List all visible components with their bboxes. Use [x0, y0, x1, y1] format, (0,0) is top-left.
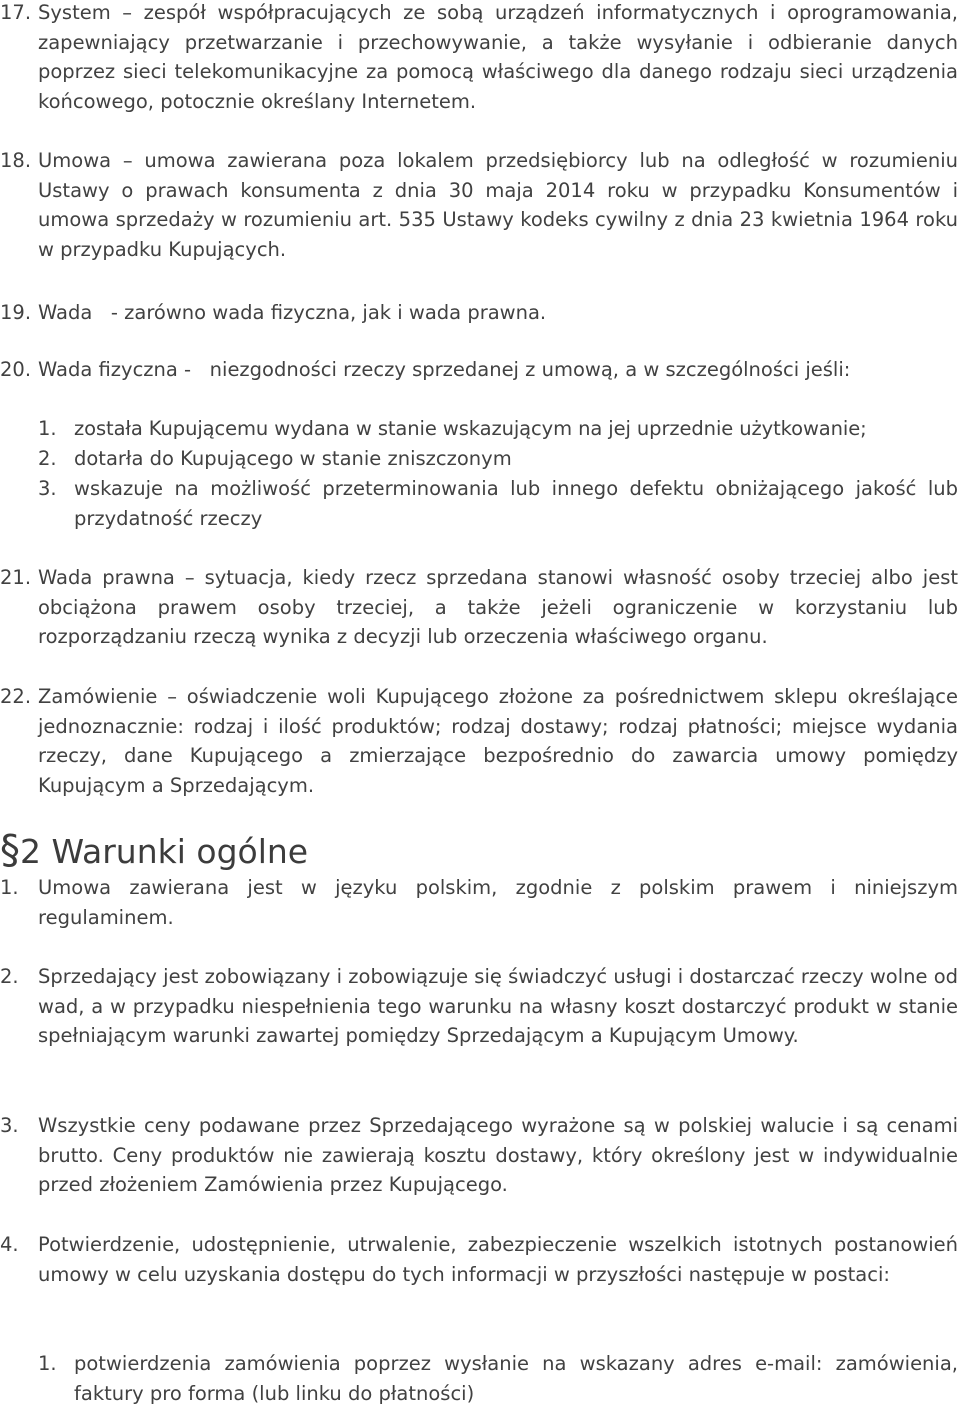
item-number: 3.	[0, 1114, 19, 1137]
definition-item	[0, 682, 958, 800]
list-number: 3.	[38, 477, 57, 500]
item-number: 17.	[0, 1, 32, 24]
item-text: Zamówienie – oświadczenie woli Kupującego złożone za pośrednictwem sklepu określające jednoznacznie: rodzaj i ilość produktów; rodzaj dostawy; rodzaj płatności; miejsce wydania rzeczy, dane Kupującego a zmierzające bezpośrednio do zawarcia umowy pomiędzy Kupującym a Sprzedającym.	[38, 685, 958, 797]
list-text: potwierdzenia zamówienia poprzez wysłanie na wskazany adres e-mail: zamówienia, faktury pro forma (lub linku do płatności)	[74, 1352, 958, 1405]
list-item	[38, 474, 958, 533]
definition-item	[0, 298, 958, 328]
item-text: Wada prawna – sytuacja, kiedy rzecz sprzedana stanowi własność osoby trzeciej albo jest obciążona prawem osoby trzeciej, a także jeżeli ograniczenie w korzystaniu lub rozporządzaniu rzeczą wynika z decyzji lub orzeczenia właściwego organu.	[38, 566, 958, 648]
item-text: Wszystkie ceny podawane przez Sprzedającego wyrażone są w polskiej walucie i są cenami brutto. Ceny produktów nie zawierają kosztu dostawy, który określony jest w indywidualnie przed złożeniem Zamówienia przez Kupującego.	[38, 1114, 958, 1196]
section-symbol: §	[0, 827, 20, 873]
definition-item	[0, 355, 958, 385]
item-text: Sprzedający jest zobowiązany i zobowiązuje się świadczyć usługi i dostarczać rzeczy wolne od wad, a w przypadku niespełnienia tego warunku na własny koszt dostarczyć produkt w stanie spełniającym warunki zawartej pomiędzy Sprzedającym a Kupującym Umowy.	[38, 965, 958, 1047]
general-term-item	[0, 1111, 958, 1200]
item-number: 19.	[0, 301, 32, 324]
item-text: Wada fizyczna - niezgodności rzeczy sprzedanej z umową, a w szczególności jeśli:	[38, 358, 851, 381]
list-item	[38, 414, 958, 444]
list-number: 1.	[38, 1352, 57, 1375]
definition-item	[0, 146, 958, 264]
item-number: 4.	[0, 1233, 19, 1256]
item-number: 21.	[0, 566, 32, 589]
list-text: wskazuje na możliwość przeterminowania lub innego defektu obniżającego jakość lub przydatność rzeczy	[74, 477, 958, 530]
item-text: Umowa – umowa zawierana poza lokalem przedsiębiorcy lub na odległość w rozumieniu Ustawy o prawach konsumenta z dnia 30 maja 2014 roku w przypadku Konsumentów i umowa sprzedaży w rozumieniu art. 535 Ustawy kodeks cywilny z dnia 23 kwietnia 1964 roku w przypadku Kupujących.	[38, 149, 958, 261]
item-number: 18.	[0, 149, 32, 172]
item-text: System – zespół współpracujących ze sobą urządzeń informatycznych i oprogramowania, zapewniający przetwarzanie i przechowywanie, a także wysyłanie i odbieranie danych poprzez sieci telekomunikacyjne za pomocą właściwego dla danego rodzaju sieci urządzenia końcowego, potocznie określany Internetem.	[38, 1, 958, 113]
item-number: 2.	[0, 965, 19, 988]
section-heading	[0, 826, 308, 876]
general-term-item	[0, 1230, 958, 1289]
definition-item	[0, 563, 958, 652]
list-number: 2.	[38, 447, 57, 470]
item-text: Potwierdzenie, udostępnienie, utrwalenie, zabezpieczenie wszelkich istotnych postanowień umowy w celu uzyskania dostępu do tych informacji w przyszłości następuje w postaci:	[38, 1233, 958, 1286]
item-number: 1.	[0, 876, 19, 899]
list-text: dotarła do Kupującego w stanie zniszczonym	[74, 447, 512, 470]
general-term-item	[0, 873, 958, 932]
list-text: została Kupującemu wydana w stanie wskazującym na jej uprzednie użytkowanie;	[74, 417, 867, 440]
general-term-item	[0, 962, 958, 1051]
definition-item	[0, 0, 958, 116]
list-item	[38, 444, 958, 474]
list-item	[38, 1349, 958, 1408]
item-number: 22.	[0, 685, 32, 708]
list-number: 1.	[38, 417, 57, 440]
item-text: Umowa zawierana jest w języku polskim, zgodnie z polskim prawem i niniejszym regulaminem.	[38, 876, 958, 929]
item-number: 20.	[0, 358, 32, 381]
section-title: 2 Warunki ogólne	[20, 832, 309, 871]
item-text: Wada - zarówno wada fizyczna, jak i wada prawna.	[38, 301, 547, 324]
